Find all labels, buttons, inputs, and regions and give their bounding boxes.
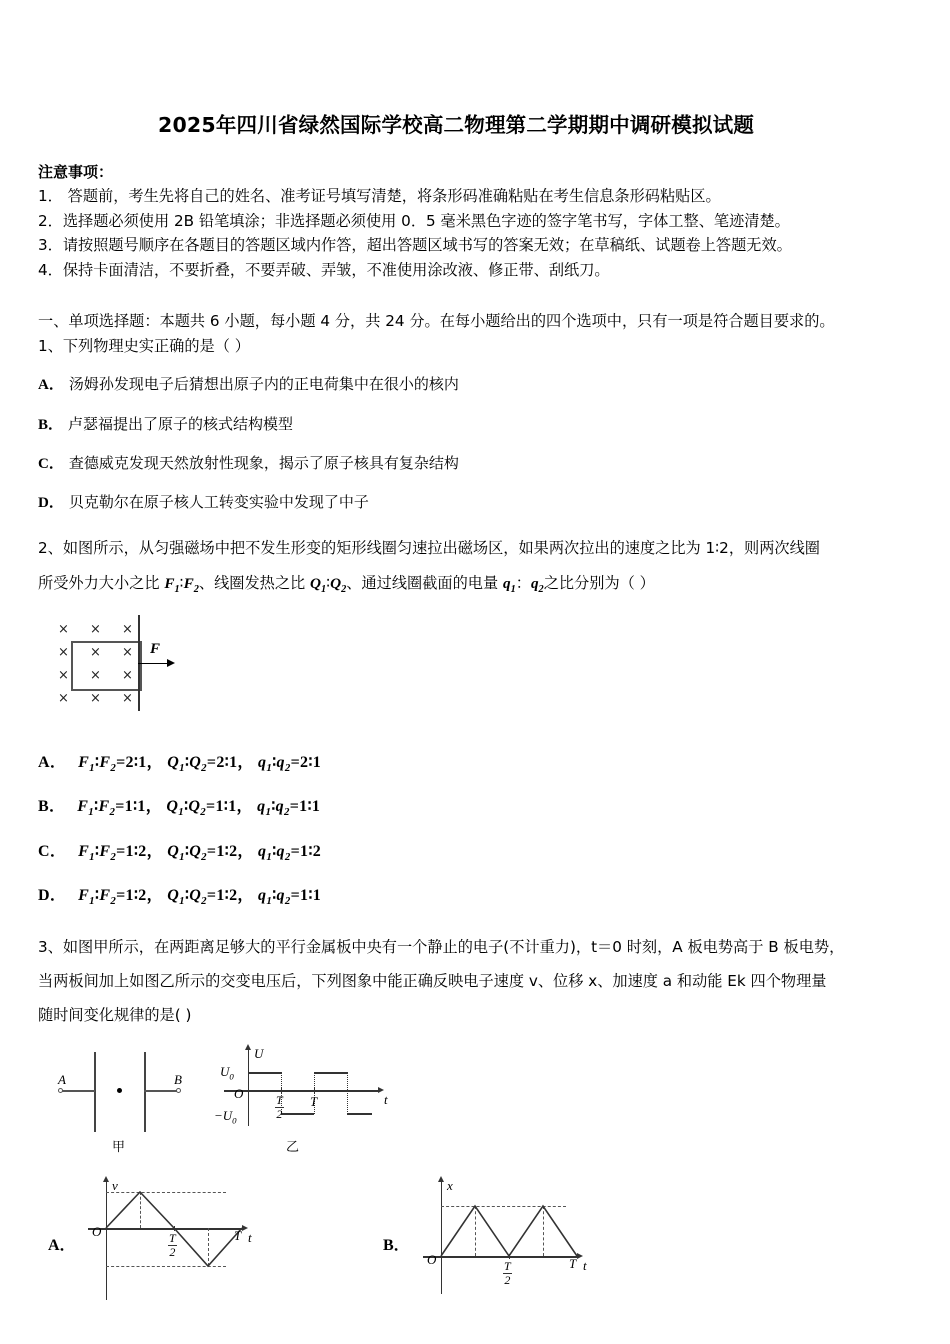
voltage-high-label: $U_0$ (220, 1064, 234, 1083)
voltage-axis (248, 1050, 249, 1126)
tick-label-half-period: $\frac{T}{2}$ (276, 1093, 283, 1121)
question-1-option-c[interactable] (38, 452, 912, 476)
time-axis-label: t (583, 1258, 587, 1274)
question-1-option-d[interactable] (38, 491, 912, 515)
q2-opt-c-ratio-1: 1∶2 (125, 842, 147, 860)
opt-f2: $F_2$ (99, 753, 117, 775)
question-2-option-b[interactable]: B． $F_1∶F_2=1∶1$， $Q_1∶Q_2=1∶1$， $q_1∶q_2=1∶1$ (38, 798, 321, 819)
voltage-axis-label: U (254, 1046, 264, 1062)
question-2-option-a[interactable]: A． $F_1∶F_2=2∶1$， $Q_1∶Q_2=2∶1$， $q_1∶q_2=2∶1$ (38, 753, 322, 775)
time-axis (224, 1090, 379, 1091)
option-b-label: B． (38, 416, 64, 433)
lead-wire-a (62, 1090, 95, 1091)
option-d-label: D． (38, 887, 67, 905)
field-cross-icon: × (58, 621, 69, 637)
field-cross-icon: × (90, 690, 101, 706)
question-3-line-1 (38, 930, 912, 964)
question-1-option-b[interactable] (38, 413, 912, 437)
question-3-figures (38, 1044, 912, 1162)
q2-part-2: 、线圈发热之比 (198, 573, 311, 592)
q2-opt-b-ratio-1: 1∶1 (124, 798, 146, 816)
figure-jia-caption: 甲 (112, 1140, 126, 1156)
field-cross-icon: × (90, 644, 101, 660)
q2-symbol-e1: $q_1$ (502, 574, 516, 595)
q2-symbol-f2: $F_2$ (183, 574, 199, 595)
waveform-high-2 (314, 1072, 347, 1074)
option-c-label: C． (38, 455, 64, 472)
opt-f1: $F_1$ (78, 753, 95, 775)
terminal-a (58, 1088, 63, 1093)
q2-opt-b-ratio-2: 1∶1 (215, 798, 237, 816)
q2-opt-d-ratio-1: 1∶2 (125, 887, 147, 905)
question-2-option-d[interactable]: D． $F_1∶F_2=1∶2$， $Q_1∶Q_2=1∶2$， $q_1∶q_2=1∶1$ (38, 887, 322, 908)
figure-yi-caption: 乙 (286, 1140, 300, 1156)
electron-dot (117, 1088, 122, 1093)
option-d-label: D． (38, 495, 64, 512)
voltage-low-label: $-U_0$ (214, 1108, 237, 1127)
opt-q2: $Q_2$ (189, 753, 207, 775)
plate-b (144, 1052, 146, 1132)
tick-label-period: T (234, 1228, 242, 1244)
velocity-axis-label: v (112, 1178, 118, 1194)
question-2-line-1 (38, 531, 912, 565)
field-cross-icon: × (122, 621, 133, 637)
q2-opt-a-ratio-1: 2∶1 (125, 753, 147, 771)
q2-colon-1: ∶ (179, 573, 184, 592)
q2-opt-c-ratio-2: 1∶2 (216, 842, 238, 860)
voltage-axis-arrow (245, 1044, 251, 1050)
waveform-high-1 (248, 1072, 281, 1074)
question-3-text-2: 当两板间加上如图乙所示的交变电压后，下列图象中能正确反映电子速度 v、位移 x、加速度 a 和动能 Ek 四个物理量 (38, 972, 827, 991)
q2-colon-3: ： (515, 573, 531, 592)
force-arrow-shaft (138, 663, 168, 665)
q2-opt-a-ratio-2: 2∶1 (216, 753, 238, 771)
q2-opt-c-ratio-3: 1∶2 (300, 842, 322, 860)
option-a-label: A． (38, 377, 64, 394)
question-3-line-3 (38, 998, 912, 1032)
q2-opt-b-ratio-3: 1∶1 (299, 798, 321, 816)
question-3-option-a[interactable] (48, 1180, 298, 1305)
field-cross-icon: × (122, 667, 133, 683)
question-3-line-2 (38, 964, 912, 998)
field-cross-icon: × (58, 667, 69, 683)
tick-period (314, 1088, 315, 1093)
tick-label-half-period: $\frac{T}{2}$ (504, 1259, 511, 1287)
question-3-text-3: 随时间变化规律的是( ) (38, 1006, 192, 1025)
displacement-axis-label: x (447, 1178, 453, 1194)
field-cross-icon: × (122, 644, 133, 660)
question-3-option-b[interactable] (383, 1180, 633, 1305)
magnetic-field-coil-figure (50, 617, 230, 717)
notice-item-4: 4．保持卡面清洁，不要折叠，不要弄破、弄皱，不准使用涂改液、修正带、刮纸刀。 (38, 260, 610, 279)
question-3-stem (38, 930, 912, 1033)
q2-symbol-q1: $Q_1$ (310, 574, 327, 595)
time-axis-label: t (248, 1230, 252, 1246)
option-b-label: B． (383, 1237, 410, 1255)
notice-item-3: 3．请按照题号顺序在各题目的答题区域内作答，超出答题区域书写的答案无效；在草稿纸、试题卷上答题无效。 (38, 236, 792, 255)
velocity-waveform (106, 1192, 251, 1272)
q2-symbol-q2: $Q_2$ (330, 574, 347, 595)
question-1-option-a[interactable] (38, 373, 912, 397)
notice-item-1: 1． 答题前，考生先将自己的姓名、准考证号填写清楚，将条形码准确粘贴在考生信息条形码粘贴区。 (38, 186, 721, 205)
q2-part-4: 之比分别为（ ） (543, 573, 655, 592)
option-a-label: A． (48, 1237, 76, 1255)
lead-wire-b (144, 1090, 177, 1091)
origin-label: O (427, 1252, 437, 1268)
plate-b-label: B (174, 1072, 182, 1088)
option-b-text: 卢瑟福提出了原子的核式结构模型 (68, 414, 294, 433)
time-axis-label: t (384, 1092, 388, 1108)
q2-symbol-f1: $F_1$ (164, 574, 180, 595)
question-2-option-c[interactable]: C． $F_1∶F_2=1∶2$， $Q_1∶Q_2=1∶2$， $q_1∶q_2=1∶2$ (38, 842, 322, 864)
field-cross-icon: × (90, 667, 101, 683)
field-cross-icon: × (58, 644, 69, 660)
q2-opt-d-ratio-2: 1∶2 (216, 887, 238, 905)
option-c-label: C． (38, 842, 67, 860)
notice-heading: 注意事项： (38, 162, 114, 181)
opt-e1: $q_1$ (258, 753, 273, 775)
waveform-edge-3 (347, 1072, 348, 1114)
field-cross-icon: × (122, 690, 133, 706)
tick-label-period: T (569, 1256, 577, 1272)
option-d-text: 贝克勒尔在原子核人工转变实验中发现了中子 (68, 493, 369, 512)
question-3-number: 3、 (38, 937, 63, 956)
terminal-b (176, 1088, 181, 1093)
option-a-text: 汤姆孙发现电子后猜想出原子内的正电荷集中在很小的核内 (68, 375, 459, 394)
displacement-axis-arrow (438, 1176, 444, 1182)
field-cross-icon: × (58, 690, 69, 706)
origin-label: O (234, 1086, 244, 1102)
question-1-stem (38, 334, 912, 359)
force-arrow-head (167, 659, 175, 667)
question-1-number: 1、 (38, 336, 63, 355)
section-heading: 一、单项选择题：本题共 6 小题，每小题 4 分，共 24 分。在每小题给出的四个选项中，只有一项是符合题目要求的。 (38, 312, 835, 331)
notice-section (38, 161, 912, 283)
question-2-text-1: 如图所示，从匀强磁场中把不发生形变的矩形线圈匀速拉出磁场区，如果两次拉出的速度之比为 1∶2，则两次线圈 (62, 539, 820, 558)
q2-opt-d-ratio-3: 1∶1 (300, 887, 322, 905)
plate-a (94, 1052, 96, 1132)
option-b-label: B． (38, 798, 66, 816)
page-title: 2025年四川省绿然国际学校高二物理第二学期期中调研模拟试题 (158, 113, 755, 137)
waveform-low-2 (347, 1113, 372, 1115)
plate-a-label: A (58, 1072, 66, 1088)
notice-item-2: 2．选择题必须使用 2B 铅笔填涂；非选择题必须使用 0．5 毫米黑色字迹的签字笔书写，字体工整、笔迹清楚。 (38, 211, 790, 230)
velocity-axis-arrow (103, 1176, 109, 1182)
question-2-number: 2、 (38, 539, 63, 558)
q2-symbol-e2: $q_2$ (530, 574, 544, 595)
origin-label: O (92, 1224, 102, 1240)
question-3-option-figures (38, 1180, 912, 1310)
opt-q1: $Q_1$ (167, 753, 185, 775)
option-c-text: 查德威克发现天然放射性现象，揭示了原子核具有复杂结构 (68, 453, 459, 472)
q2-part-1: 所受外力大小之比 (38, 573, 165, 592)
force-label: F (150, 640, 161, 657)
tick-label-half-period: $\frac{T}{2}$ (169, 1231, 176, 1259)
displacement-waveform (441, 1206, 586, 1262)
field-cross-icon: × (90, 621, 101, 637)
option-a-label: A． (38, 753, 67, 771)
question-2-line-2 (38, 566, 912, 601)
parallel-plates-figure (48, 1044, 198, 1156)
opt-e2: $q_2$ (276, 753, 291, 775)
rectangular-coil (71, 641, 142, 691)
q2-colon-2: ∶ (326, 573, 331, 592)
q2-opt-a-ratio-3: 2∶1 (300, 753, 322, 771)
waveform-low-1 (281, 1113, 314, 1115)
question-2-stem (38, 531, 912, 601)
tick-label-period: T (310, 1094, 318, 1110)
q2-part-3: 、通过线圈截面的电量 (346, 573, 503, 592)
square-wave-figure (214, 1044, 414, 1159)
question-1-text: 下列物理史实正确的是（ ） (62, 336, 250, 355)
question-3-text-1: 如图甲所示，在两距离足够大的平行金属板中央有一个静止的电子(不计重力)，t＝0 时刻，A 板电势高于 B 板电势， (62, 937, 845, 956)
